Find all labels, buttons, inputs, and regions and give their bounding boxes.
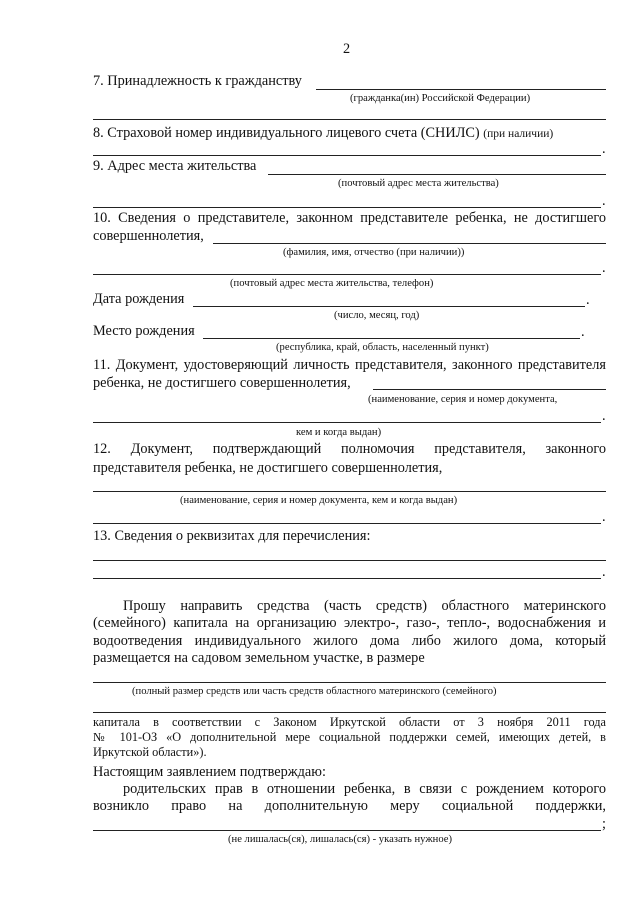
request-amount-field-2[interactable] xyxy=(93,712,606,713)
item8-period: . xyxy=(602,141,606,157)
item11-hint2: кем и когда выдан) xyxy=(296,427,382,438)
request-line2: (семейного) капитала на организацию электро-, газо-, тепло-, водоснабжения и xyxy=(93,615,606,631)
item10-hint-name: (фамилия, имя, отчество (при наличии)) xyxy=(283,247,465,258)
item9-hint: (почтовый адрес места жительства) xyxy=(338,178,499,189)
confirm-line2: возникло право на дополнительную меру социальной поддержки, xyxy=(93,798,606,814)
item9-period: . xyxy=(602,193,606,209)
request-line3: водоотведения индивидуального жилого дома либо жилого дома, который xyxy=(93,633,606,649)
item7-hint: (гражданка(ин) Российской Федерации) xyxy=(350,93,531,104)
confirm-hint: (не лишалась(ся), лишалась(ся) - указать нужное) xyxy=(228,834,452,845)
birth-place-label: Место рождения xyxy=(93,323,195,339)
item12-line1: 12. Документ, подтверждающий полномочия представителя, законного xyxy=(93,441,606,457)
item10-period: . xyxy=(602,260,606,276)
request-amount-field[interactable] xyxy=(93,682,606,683)
item13-details-field[interactable] xyxy=(93,560,606,561)
item11-document-field[interactable] xyxy=(373,389,606,390)
request-line4: размещается на садовом земельном участке, в размере xyxy=(93,650,425,666)
item12-document-field[interactable] xyxy=(93,491,606,492)
request-cont3: Иркутской области»). xyxy=(93,745,207,759)
item11-line2: ребенка, не достигшего совершеннолетия, xyxy=(93,375,351,391)
item10-line1: 10. Сведения о представителе, законном представителе ребенка, не достигшего xyxy=(93,210,606,226)
item12-period: . xyxy=(602,509,606,525)
item11-line1: 11. Документ, удостоверяющий личность представителя, законного представителя xyxy=(93,357,606,373)
item7-label: 7. Принадлежность к гражданству xyxy=(93,73,302,89)
item13-period: . xyxy=(602,564,606,580)
birth-date-label: Дата рождения xyxy=(93,291,185,307)
item10-address-field[interactable] xyxy=(93,274,601,275)
item11-hint1: (наименование, серия и номер документа, xyxy=(368,394,558,405)
item9-address-field[interactable] xyxy=(268,174,606,175)
item12-line2: представителя ребенка, не достигшего совершеннолетия, xyxy=(93,460,443,476)
item7-citizenship-field[interactable] xyxy=(316,89,606,90)
birth-place-period: . xyxy=(581,324,585,340)
confirm-status-field[interactable] xyxy=(93,830,601,831)
item9-address-field-2[interactable] xyxy=(93,207,601,208)
item10-line2: совершеннолетия, xyxy=(93,228,204,244)
birth-place-hint: (республика, край, область, населенный пункт) xyxy=(276,342,489,353)
birth-date-hint: (число, месяц, год) xyxy=(334,310,420,321)
item8-label-text: 8. Страховой номер индивидуального лицевого счета (СНИЛС) xyxy=(93,125,480,141)
item10-hint-address: (почтовый адрес места жительства, телефон) xyxy=(230,278,434,289)
birth-date-period: . xyxy=(586,292,590,308)
item13-label: 13. Сведения о реквизитах для перечисления: xyxy=(93,528,371,544)
birth-place-field[interactable] xyxy=(203,338,580,339)
item11-document-field-2[interactable] xyxy=(93,422,601,423)
request-cont2: № 101-ОЗ «О дополнительной мере социальной поддержки семей, имеющих детей, в xyxy=(93,730,606,744)
item10-name-field[interactable] xyxy=(213,243,606,244)
request-cont1: капитала в соответствии с Законом Иркутской области от 3 ноября 2011 года xyxy=(93,715,606,729)
item12-document-field-2[interactable] xyxy=(93,523,601,524)
page-number: 2 xyxy=(343,41,351,57)
birth-date-field[interactable] xyxy=(193,306,585,307)
item8-note: (при наличии) xyxy=(483,128,554,140)
confirm-line1: родительских прав в отношении ребенка, в связи с рождением которого xyxy=(123,781,606,797)
request-hint: (полный размер средств или часть средств областного материнского (семейного) xyxy=(132,686,497,697)
request-line1: Прошу направить средства (часть средств) областного материнского xyxy=(123,598,606,614)
item8-label xyxy=(93,125,553,143)
item8-snils-field[interactable] xyxy=(93,155,601,156)
item7-extra-line[interactable] xyxy=(93,119,606,120)
item11-period: . xyxy=(602,408,606,424)
item9-label: 9. Адрес места жительства xyxy=(93,158,257,174)
confirm-end-mark: ; xyxy=(602,816,606,832)
item13-details-field-2[interactable] xyxy=(93,578,601,579)
item12-hint: (наименование, серия и номер документа, кем и когда выдан) xyxy=(180,495,458,506)
confirm-intro: Настоящим заявлением подтверждаю: xyxy=(93,764,326,780)
